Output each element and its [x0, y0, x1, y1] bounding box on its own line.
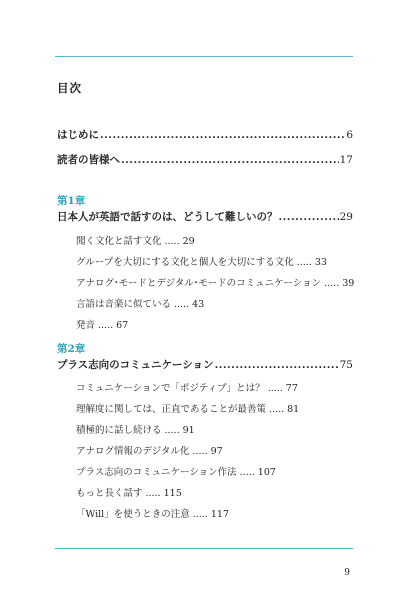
toc-entry-chapter-1[interactable] [57, 209, 353, 224]
section-item[interactable]: プラス志向のコミュニケーション作法 ..... 107 [76, 467, 276, 478]
chapter-title: プラス志向のコミュニケーション [57, 359, 214, 371]
section-item[interactable]: アナログ情報のデジタル化 ..... 97 [76, 446, 223, 457]
section-item[interactable]: 「Will」を使うときの注意 ..... 117 [76, 509, 229, 520]
section-item[interactable]: グループを大切にする文化と個人を大切にする文化 ..... 33 [76, 257, 327, 268]
page-number: 9 [344, 568, 350, 578]
toc-entry-introduction[interactable] [57, 127, 353, 142]
bottom-rule [55, 548, 353, 549]
toc-entry-chapter-2[interactable] [57, 357, 353, 372]
section-item[interactable]: 発音 ..... 67 [76, 320, 129, 331]
section-item[interactable]: コミュニケーションで「ポジティブ」とは？ ..... 77 [76, 383, 298, 394]
section-item[interactable]: もっと長く話す ..... 115 [76, 488, 182, 499]
section-item[interactable]: アナログ･モードとデジタル･モードのコミュニケーション ..... 39 [76, 278, 355, 289]
section-item[interactable]: 聞く文化と話す文化 ..... 29 [76, 236, 195, 247]
section-item[interactable]: 言語は音楽に似ている ..... 43 [76, 299, 205, 310]
top-rule [55, 56, 353, 57]
chapter-page: 75 [339, 359, 353, 371]
entry-page: 6 [346, 129, 353, 141]
chapter-2-label: 第2章 [57, 343, 86, 355]
chapter-page: 29 [339, 211, 353, 223]
dot-leader [279, 211, 339, 223]
entry-page: 17 [339, 154, 353, 166]
chapter-1-label: 第1章 [57, 195, 86, 207]
chapter-title: 日本人が英語で話すのは、どうして難しいの？ [57, 211, 278, 223]
dot-leader [121, 154, 339, 166]
section-item[interactable]: 積極的に話し続ける ..... 91 [76, 425, 195, 436]
dot-leader [100, 129, 345, 141]
dot-leader [215, 359, 339, 371]
entry-title: 読者の皆様へ [57, 154, 120, 166]
entry-title: はじめに [57, 129, 99, 141]
toc-entry-readers[interactable] [57, 152, 353, 167]
toc-heading: 目次 [57, 81, 82, 95]
section-item[interactable]: 理解度に関しては、正直であることが最善策 ..... 81 [76, 404, 300, 415]
